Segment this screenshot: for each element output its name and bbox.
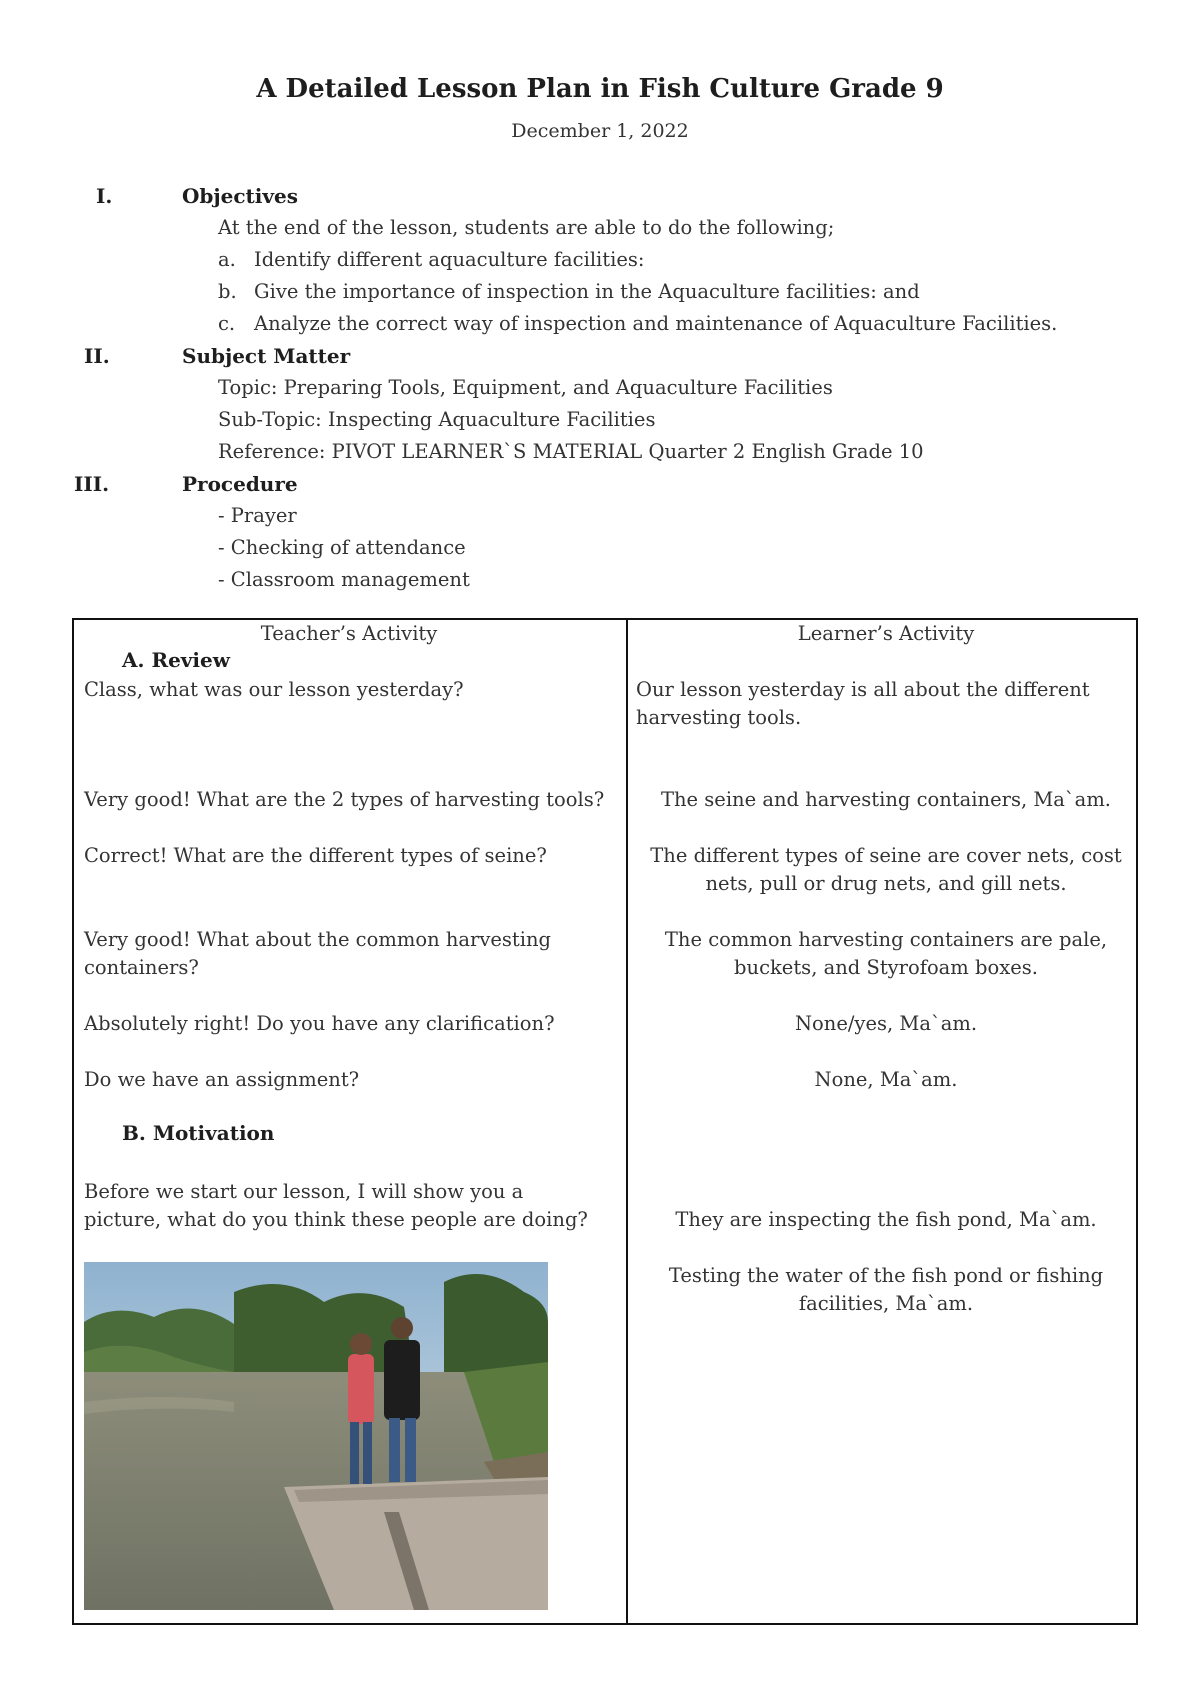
learner-answer: The different types of seine are cover nets, cost nets, pull or drug nets, and gill nets. — [650, 844, 1122, 895]
teacher-question: Absolutely right! Do you have any clarification? — [84, 1012, 555, 1035]
learner-activity-header: Learner’s Activity — [797, 622, 975, 645]
learner-answer: Testing the water of the fish pond or fishing facilities, Ma`am. — [668, 1264, 1104, 1315]
section-number-objectives: I. — [96, 184, 113, 208]
table-column-divider — [626, 618, 628, 1625]
teacher-question: Very good! What are the 2 types of harvesting tools? — [84, 788, 605, 811]
learner-answer: Our lesson yesterday is all about the different harvesting tools. — [636, 678, 1090, 729]
teacher-question: Before we start our lesson, I will show you a picture, what do you think these people are doing? — [84, 1180, 588, 1231]
teacher-question: Do we have an assignment? — [84, 1068, 360, 1091]
section-title-subject-matter: Subject Matter — [182, 344, 351, 368]
motivation-heading: B. Motivation — [122, 1121, 275, 1145]
procedure-item: - Classroom management — [218, 568, 470, 591]
subject-reference: Reference: PIVOT LEARNER`S MATERIAL Quarter 2 English Grade 10 — [218, 440, 924, 463]
objective-item: Analyze the correct way of inspection and maintenance of Aquaculture Facilities. — [254, 312, 1058, 335]
procedure-item: - Checking of attendance — [218, 536, 466, 559]
subject-topic: Topic: Preparing Tools, Equipment, and Aquaculture Facilities — [218, 376, 833, 399]
learner-answer: None, Ma`am. — [814, 1068, 958, 1091]
learner-answer: None/yes, Ma`am. — [794, 1012, 978, 1035]
procedure-item: - Prayer — [218, 504, 297, 527]
section-number-procedure: III. — [74, 472, 110, 496]
learner-answer: The seine and harvesting containers, Ma`am. — [660, 788, 1112, 811]
learner-answer: The common harvesting containers are pale, buckets, and Styrofoam boxes. — [664, 928, 1108, 979]
review-heading: A. Review — [122, 648, 230, 672]
section-title-procedure: Procedure — [182, 472, 298, 496]
document-title: A Detailed Lesson Plan in Fish Culture Grade 9 — [256, 74, 944, 104]
document-date: December 1, 2022 — [511, 120, 689, 142]
objective-letter: a. — [218, 248, 236, 271]
objectives-intro: At the end of the lesson, students are able to do the following; — [218, 216, 835, 239]
objective-letter: b. — [218, 280, 237, 303]
objective-letter: c. — [218, 312, 236, 335]
section-title-objectives: Objectives — [182, 184, 298, 208]
fish-pond-photo — [84, 1262, 548, 1610]
section-number-subject-matter: II. — [84, 344, 110, 368]
subject-subtopic: Sub-Topic: Inspecting Aquaculture Facilities — [218, 408, 656, 431]
teacher-question: Correct! What are the different types of seine? — [84, 844, 547, 867]
objective-item: Give the importance of inspection in the Aquaculture facilities: and — [254, 280, 920, 303]
learner-answer: They are inspecting the fish pond, Ma`am. — [675, 1208, 1097, 1231]
teacher-activity-header: Teacher’s Activity — [260, 622, 438, 645]
teacher-question: Very good! What about the common harvesting containers? — [84, 928, 552, 979]
objective-item: Identify different aquaculture facilities: — [254, 248, 645, 271]
teacher-question: Class, what was our lesson yesterday? — [84, 678, 464, 701]
